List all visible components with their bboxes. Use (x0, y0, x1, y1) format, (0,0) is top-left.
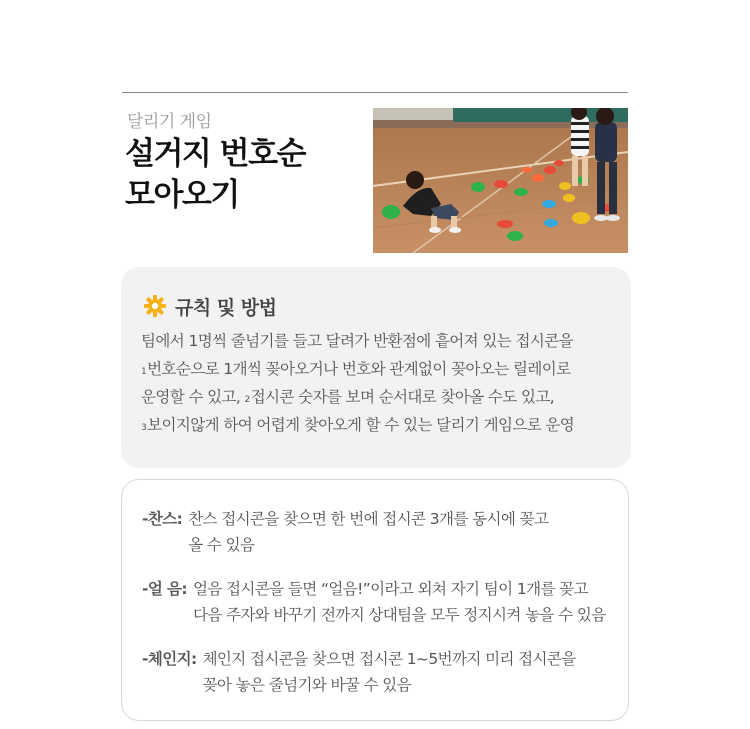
footnote-marker: 2 (244, 395, 250, 405)
gear-icon (143, 294, 167, 318)
rules-line: $^3$보이지않게 하여 어렵게 찾아오게 할 수 있는 달리기 게임으로 운영 (141, 416, 575, 434)
mode-label: -체인지: (142, 650, 197, 668)
title-line-1: 설거지 번호순 (125, 136, 305, 172)
rules-panel (121, 267, 631, 468)
rules-title: 규칙 및 방법 (175, 296, 277, 319)
mode-label: -찬스: (142, 510, 183, 528)
mode-text: 체인지 접시콘을 찾으면 접시콘 1~5번까지 미리 접시콘을 (202, 650, 576, 668)
rules-description (141, 327, 621, 439)
rules-line: $^1$번호순으로 1개씩 꽂아오거나 번호와 관계없이 꽂아오는 릴레이로 (141, 360, 571, 378)
footnote-marker: 3 (141, 423, 147, 433)
mode-label: -얼 음: (142, 580, 187, 598)
footnote-marker: 1 (141, 367, 147, 377)
top-divider (122, 92, 628, 93)
special-cones-panel (121, 479, 629, 721)
rules-heading (143, 294, 277, 318)
mode-text: 얼음 접시콘을 들면 “얼음!”이라고 외쳐 자기 팀이 1개를 꽂고 (192, 580, 588, 598)
title-line-2: 모아오기 (125, 177, 239, 213)
mode-text: 꽂아 놓은 줄넘기와 바꿀 수 있음 (202, 676, 412, 694)
activity-photo (373, 108, 628, 253)
page-title (125, 134, 305, 216)
rules-line: 팀에서 1명씩 줄넘기를 들고 달려가 반환점에 흩어져 있는 접시콘을 (141, 332, 573, 350)
rules-line: 운영할 수 있고, $^2$접시콘 숫자를 보며 순서대로 찾아올 수도 있고, (141, 388, 555, 406)
mode-chance (142, 506, 548, 558)
mode-text: 올 수 있음 (188, 536, 255, 554)
mode-freeze (142, 576, 606, 628)
mode-text: 다음 주자와 바꾸기 전까지 상대팀을 모두 정지시켜 놓을 수 있음 (192, 606, 606, 624)
mode-text: 찬스 접시콘을 찾으면 한 번에 접시콘 3개를 동시에 꽂고 (188, 510, 549, 528)
mode-change (142, 646, 576, 698)
category-label: 달리기 게임 (127, 112, 212, 132)
